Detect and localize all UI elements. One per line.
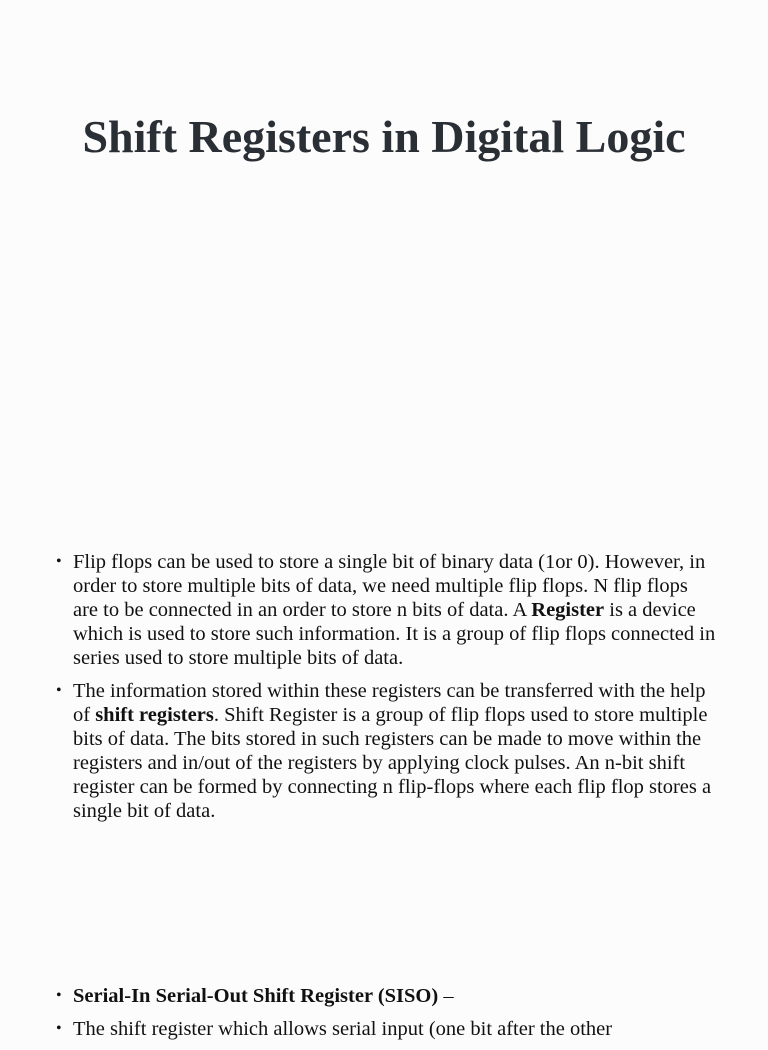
paragraph-text: is a device which is used to store such information. It is a group of flip flops connected in series used to store multiple bits of data. (73, 599, 716, 669)
paragraph-text: The information stored within these registers can be transferred with the help of (73, 680, 706, 726)
list-item (56, 679, 718, 823)
bold-term-register: Register (531, 599, 605, 621)
bullet-list (56, 550, 718, 832)
bullet-icon: • (56, 1020, 62, 1037)
list-item (56, 1017, 718, 1041)
list-item (56, 550, 718, 670)
section-heading-dash: – (438, 985, 454, 1007)
bullet-list (56, 984, 718, 1050)
page-title: Shift Registers in Digital Logic (82, 111, 686, 162)
list-item (56, 984, 718, 1008)
bullet-icon: • (56, 553, 62, 570)
bullet-icon: • (56, 682, 62, 699)
bold-term-shift-registers: shift registers (95, 704, 214, 726)
paragraph-text: The shift register which allows serial input (one bit after the other (73, 1018, 613, 1040)
bullet-icon: • (56, 987, 62, 1004)
paragraph-text: Flip flops can be used to store a single bit of binary data (1or 0). However, in order to store multiple bits of data, we need multiple flip flops. N flip flops are to be connected in an order to store n bits of data. A (73, 551, 706, 621)
section-heading: Serial-In Serial-Out Shift Register (SISO) (73, 985, 439, 1007)
paragraph-text: . Shift Register is a group of flip flops used to store multiple bits of data. The bits stored in such registers can be made to move within the registers and in/out of the registers by applying clock pulses. An n-bit shift register can be formed by connecting n flip-flops where each flip flop stores a single bit of data. (73, 704, 712, 822)
